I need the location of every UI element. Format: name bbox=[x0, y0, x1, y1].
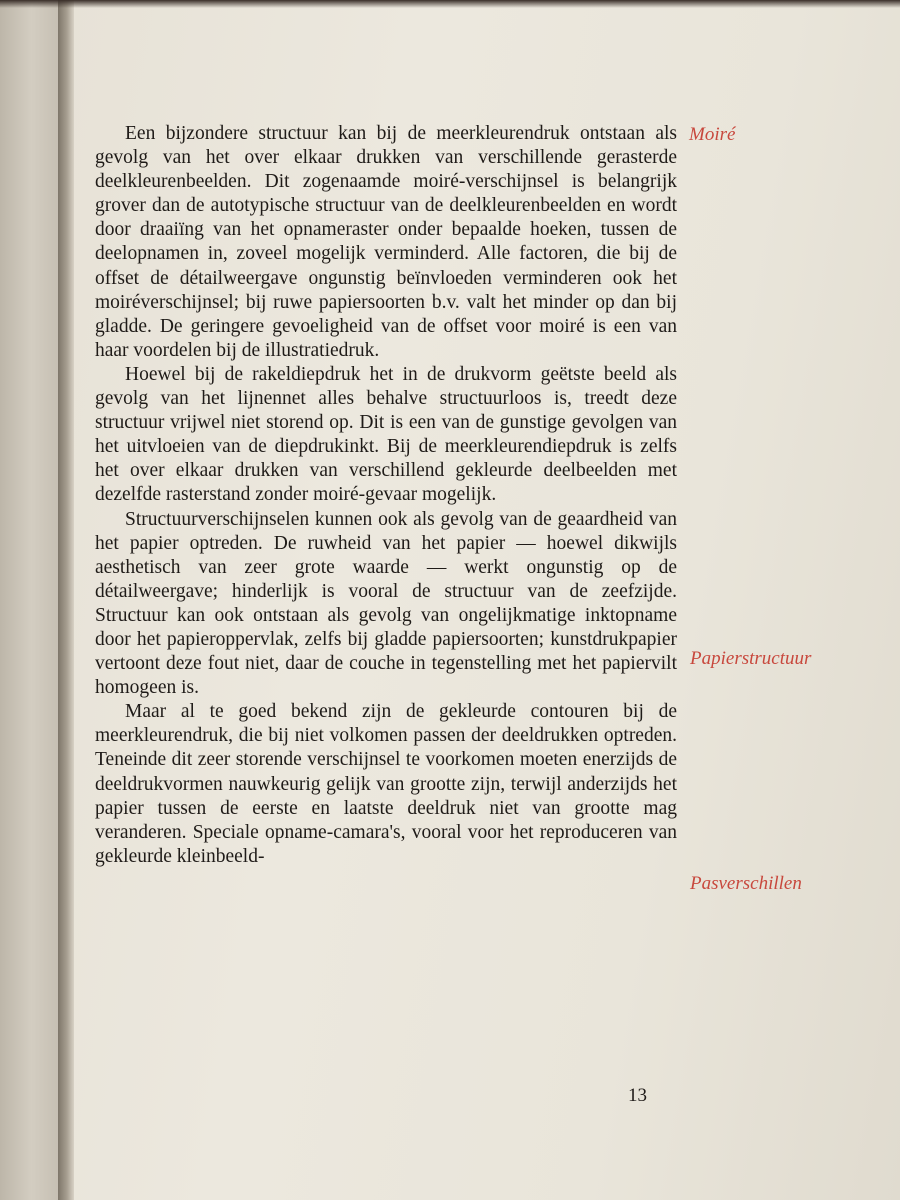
book-gutter bbox=[58, 0, 74, 1200]
page-number: 13 bbox=[628, 1085, 647, 1106]
paragraph-pasverschillen: Maar al te goed bekend zijn de gekleurde contouren bij de meerkleurendruk, die bij niet volkomen passen der deeldrukken optreden. Teneinde dit zeer storende verschijnsel te voorkomen moeten enerzijds de deeldrukvormen nauwkeurig gelijk van grootte zijn, terwijl anderzijds het papier tussen de eerste en laatste deeldruk niet van grootte mag veranderen. Speciale opname-camara's, vooral voor het reproduceren van gekleurde kleinbeeld- bbox=[95, 701, 677, 867]
paragraph-rakeldiepdruk: Hoewel bij de rakeldiepdruk het in de drukvorm geëtste beeld als gevolg van het lijnennet alles behalve structuurloos is, treedt deze structuur vrijwel niet storend op. Dit is een van de gunstige gevolgen van het uitvloeien van de diepdrukinkt. Bij de meerkleurendiepdruk is zelfs het over elkaar drukken van verschillend gekleurde deelbeelden met dezelfde rasterstand zonder moiré-gevaar mogelijk. bbox=[95, 363, 677, 506]
top-shadow bbox=[0, 0, 900, 8]
side-note-papierstructuur: Papierstructuur bbox=[690, 648, 812, 669]
side-note-pasverschillen: Pasverschillen bbox=[690, 873, 802, 894]
side-note-moire: Moiré bbox=[689, 124, 736, 145]
body-text bbox=[95, 122, 677, 869]
paragraph-moire: Een bijzondere structuur kan bij de meerkleurendruk ontstaan als gevolg van het over elkaar drukken van verschillende gerasterde deelkleurenbeelden. Dit zogenaamde moiré-verschijnsel is belangrijk grover dan de autotypische structuur van de deelkleurenbeelden en wordt door draaiïng van het opnameraster onder bepaalde hoeken, tussen de deelopnamen in, zoveel mogelijk verminderd. Alle factoren, die bij de offset de détailweergave ongunstig beïnvloeden verminderen ook het moiréverschijnsel; bij ruwe papiersoorten b.v. valt het minder op dan bij gladde. De geringere gevoeligheid van de offset voor moiré is een van haar voordelen bij de illustratiedruk. bbox=[95, 123, 677, 361]
paragraph-papierstructuur: Structuurverschijnselen kunnen ook als gevolg van de geaardheid van het papier optreden. De ruwheid van het papier — hoewel dikwijls aesthetisch van zeer grote waarde — werkt ongunstig op de détailweergave; hinderlijk is vooral de structuur van de zeefzijde. Structuur kan ook ontstaan als gevolg van ongelijkmatige inktopname door het papieroppervlak, zelfs bij gladde papiersoorten; kunstdrukpapier vertoont deze fout niet, daar de couche in tegenstelling met het papiervilt homogeen is. bbox=[95, 508, 677, 699]
